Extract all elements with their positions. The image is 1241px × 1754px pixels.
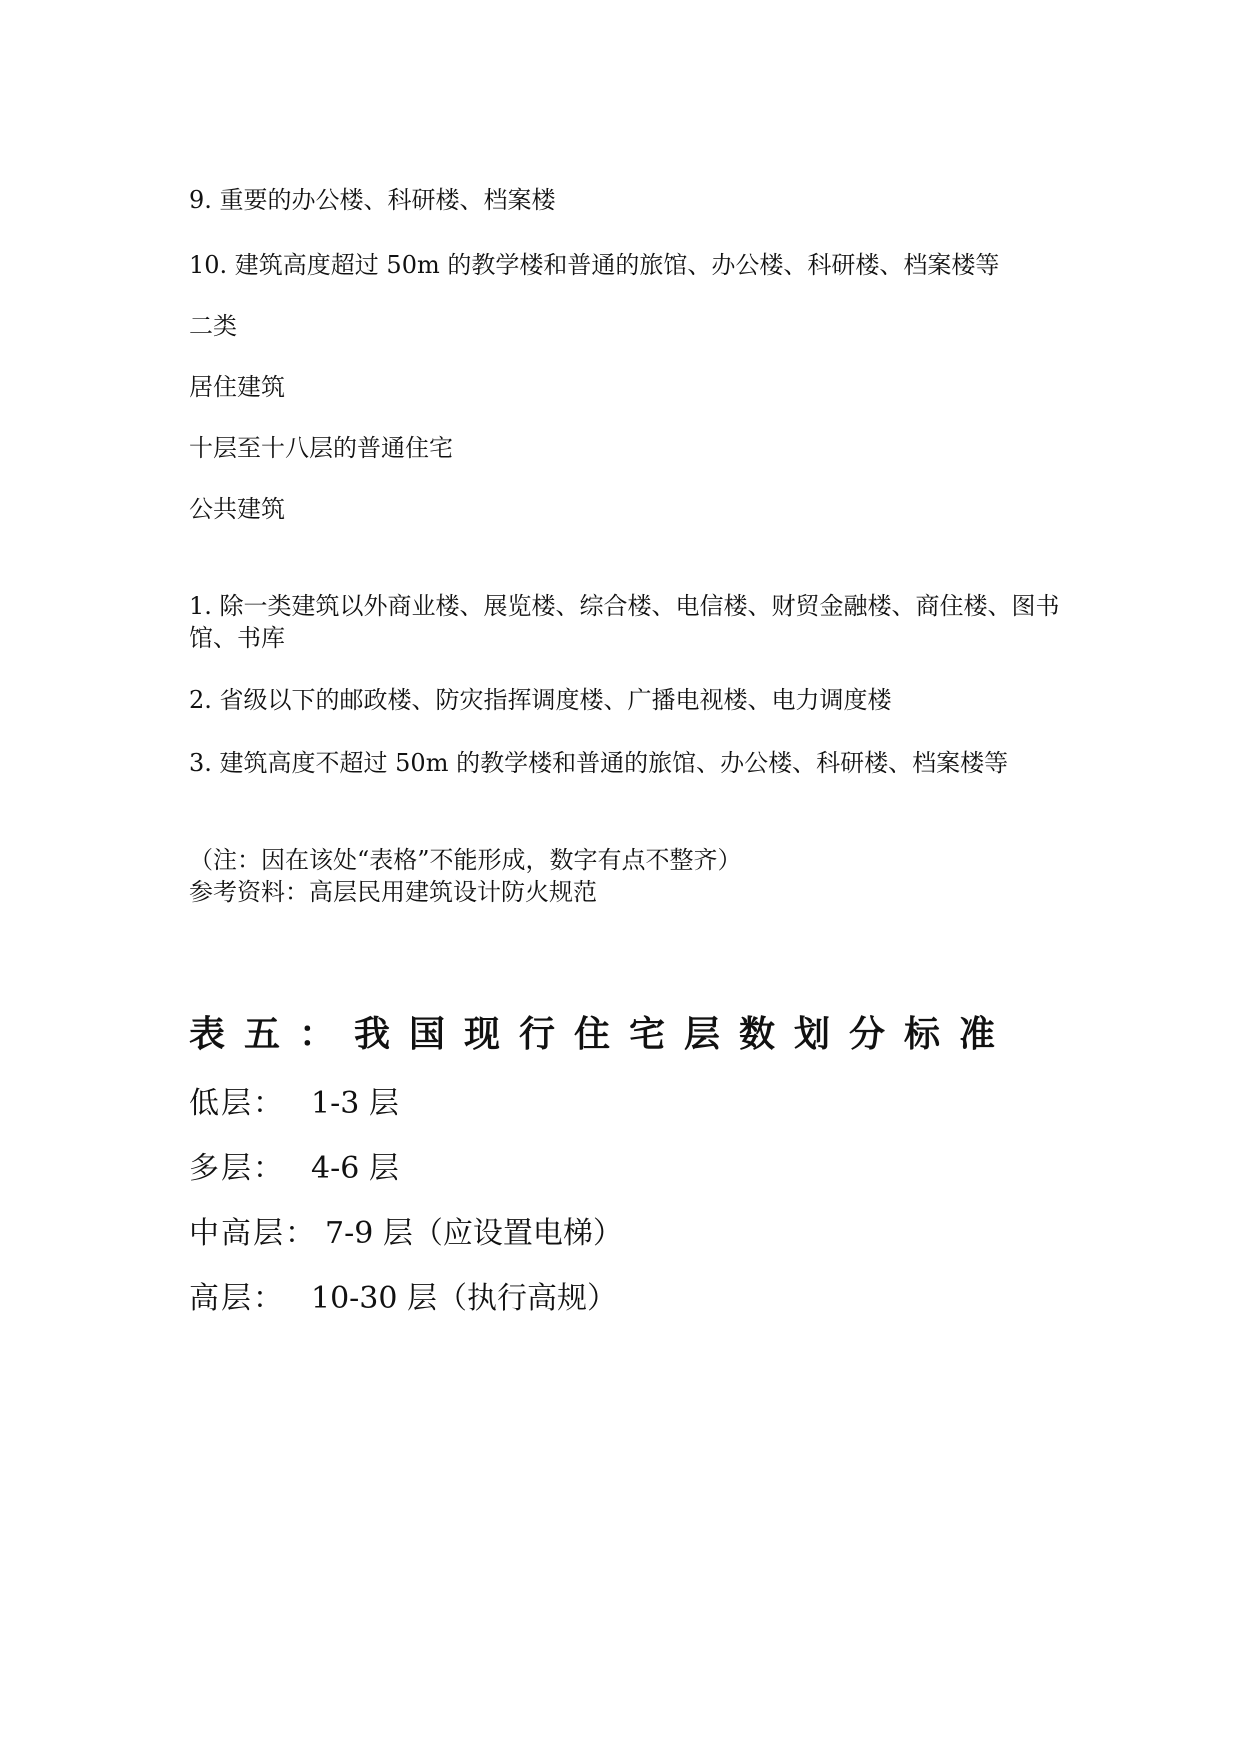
reference-line: 参考资料：高层民用建筑设计防火规范 bbox=[189, 878, 597, 906]
floor-value: 10-30 层（执行高规） bbox=[311, 1281, 618, 1316]
floor-label: 多层： bbox=[189, 1151, 285, 1186]
floor-value: 1-3 层 bbox=[311, 1086, 399, 1121]
floor-label: 低层： bbox=[189, 1086, 285, 1121]
floor-row-low bbox=[189, 1084, 399, 1124]
table-note: （注：因在该处“表格”不能形成，数字有点不整齐） bbox=[189, 846, 742, 874]
floor-value: 4-6 层 bbox=[311, 1151, 399, 1186]
floor-label: 高层： bbox=[189, 1281, 285, 1316]
floor-label: 中高层： bbox=[189, 1216, 317, 1251]
item-10-line: 10. 建筑高度超过 50m 的教学楼和普通的旅馆、办公楼、科研楼、档案楼等 bbox=[189, 251, 1000, 279]
table-five-title: 表五：我国现行住宅层数划分标准 bbox=[189, 1013, 1015, 1055]
item-9-line: 9. 重要的办公楼、科研楼、档案楼 bbox=[189, 186, 556, 214]
public-item-3: 3. 建筑高度不超过 50m 的教学楼和普通的旅馆、办公楼、科研楼、档案楼等 bbox=[189, 749, 1009, 777]
residential-heading: 居住建筑 bbox=[189, 373, 285, 401]
public-item-2: 2. 省级以下的邮政楼、防灾指挥调度楼、广播电视楼、电力调度楼 bbox=[189, 686, 892, 714]
floor-row-mid-high bbox=[189, 1214, 623, 1254]
floor-row-high bbox=[189, 1279, 617, 1319]
residential-description: 十层至十八层的普通住宅 bbox=[189, 434, 453, 462]
category-two-heading: 二类 bbox=[189, 312, 237, 340]
public-building-heading: 公共建筑 bbox=[189, 495, 285, 523]
floor-row-multi bbox=[189, 1149, 399, 1189]
public-item-1: 1. 除一类建筑以外商业楼、展览楼、综合楼、电信楼、财贸金融楼、商住楼、图书馆、书库 bbox=[189, 592, 1060, 652]
floor-value: 7-9 层（应设置电梯） bbox=[325, 1216, 623, 1251]
